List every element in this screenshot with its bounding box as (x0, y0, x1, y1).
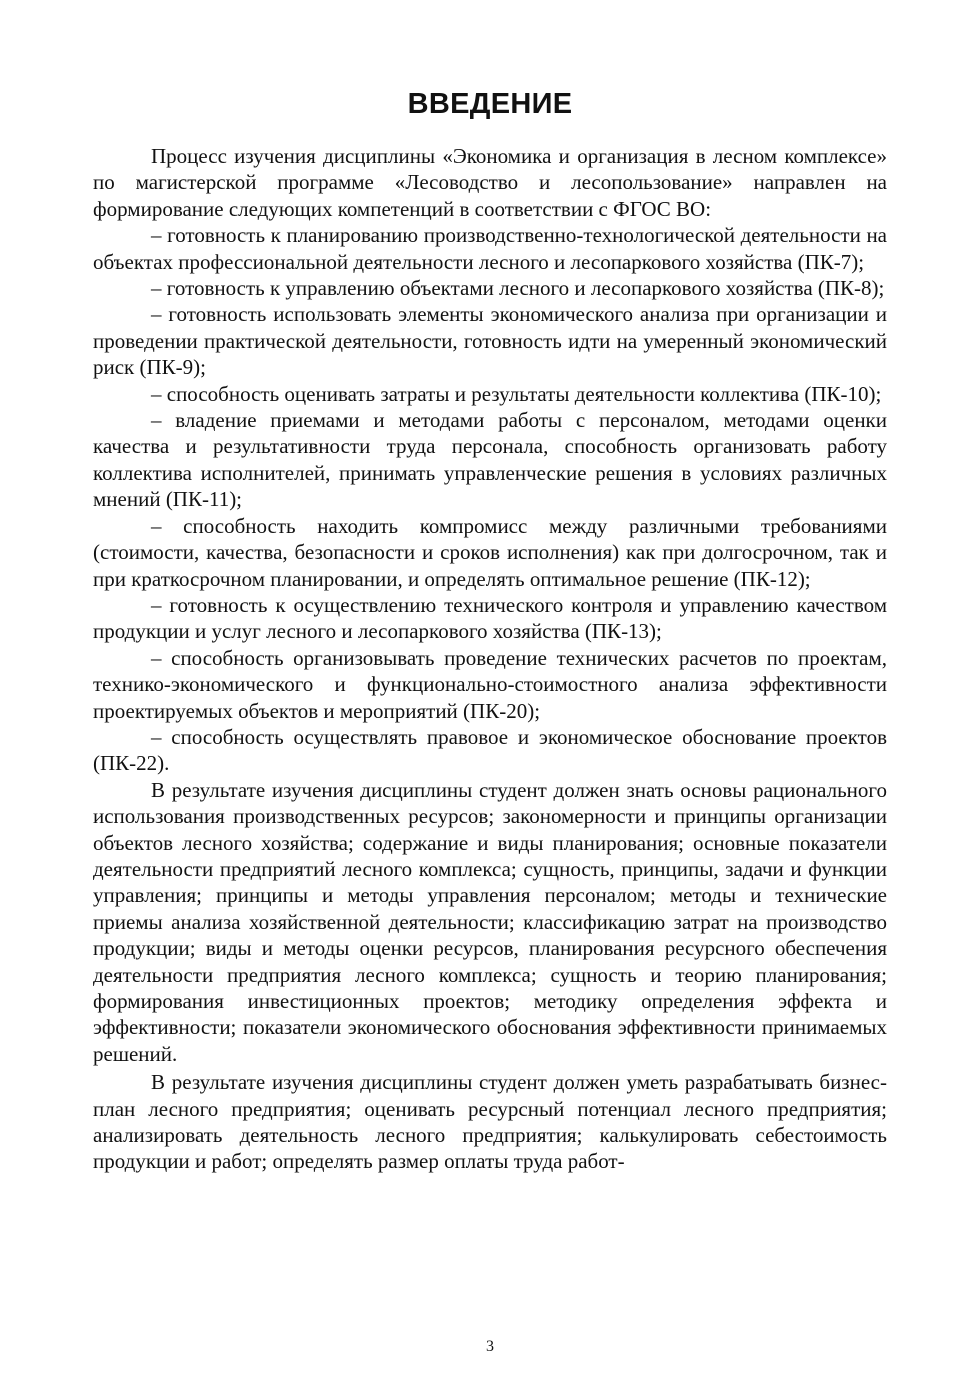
paragraph-intro: Процесс изучения дисциплины «Экономика и организация в лесном комплексе» по магистерской программе «Лесоводство и лесопользование» направлен на формирование следующих компетенций в соответствии с ФГОС ВО: (93, 144, 887, 221)
page-number: 3 (486, 1338, 494, 1355)
competence-pk11: – владение приемами и методами работы с персоналом, методами оценки качества и результативности труда персонала, способность организовать работу коллектива исполнителей, принимать управленческие решения в условиях различных мнений (ПК-11); (93, 408, 887, 512)
paragraph-know: В результате изучения дисциплины студент должен знать основы рационального использования производственных ресурсов; закономерности и принципы организации объектов лесного хозяйства; содержание и виды планирования; основные показатели деятельности предприятий лесного комплекса; сущность, принципы, задачи и функции управления; принципы и методы управления персоналом; методы и технические приемы анализа хозяйственной деятельности; классификацию затрат на производство продукции; виды и методы оценки ресурсов, планирования ресурсного обеспечения деятельности предприятия лесного комплекса; сущность и теорию планирования; формирования инвестиционных проектов; методику определения эффекта и эффективности; показатели экономического обоснования эффективности принимаемых решений. (93, 777, 887, 1066)
competence-pk22: – способность осуществлять правовое и экономическое обоснование проектов (ПК-22). (93, 724, 887, 776)
competence-pk10: – способность оценивать затраты и результаты деятельности коллектива (ПК-10); (151, 381, 882, 406)
page-title: ВВЕДЕНИЕ (407, 88, 573, 120)
competence-pk7: – готовность к планированию производственно-технологической деятельности на объектах профессиональной деятельности лесного и лесопаркового хозяйства (ПК-7); (93, 223, 887, 274)
competence-pk13: – готовность к осуществлению технического контроля и управлению качеством продукции и услуг лесного и лесопаркового хозяйства (ПК-13); (93, 592, 887, 644)
competence-pk9: – готовность использовать элементы экономического анализа при организации и проведении практической деятельности, готовность идти на умеренный экономический риск (ПК-9); (93, 302, 887, 380)
document-page (93, 88, 887, 1175)
competence-pk12: – способность находить компромисс между различными требованиями (стоимости, качества, безопасности и сроков исполнения) как при долгосрочном, так и при краткосрочном планировании, и определять оптимальное решение (ПК-12); (93, 513, 887, 591)
competence-pk8: – готовность к управлению объектами лесного и лесопаркового хозяйства (ПК-8); (151, 276, 885, 301)
paragraph-skills: В результате изучения дисциплины студент должен уметь разрабатывать бизнес-план лесного предприятия; оценивать ресурсный потенциал лесного предприятия; анализировать деятельность лесного предприятия; калькулировать себестоимость продукции и работ; определять размер оплаты труда работ- (93, 1070, 887, 1174)
competence-pk20: – способность организовывать проведение технических расчетов по проектам, технико-экономического и функционально-стоимостного анализа эффективности проектируемых объектов и мероприятий (ПК-20); (93, 645, 887, 723)
